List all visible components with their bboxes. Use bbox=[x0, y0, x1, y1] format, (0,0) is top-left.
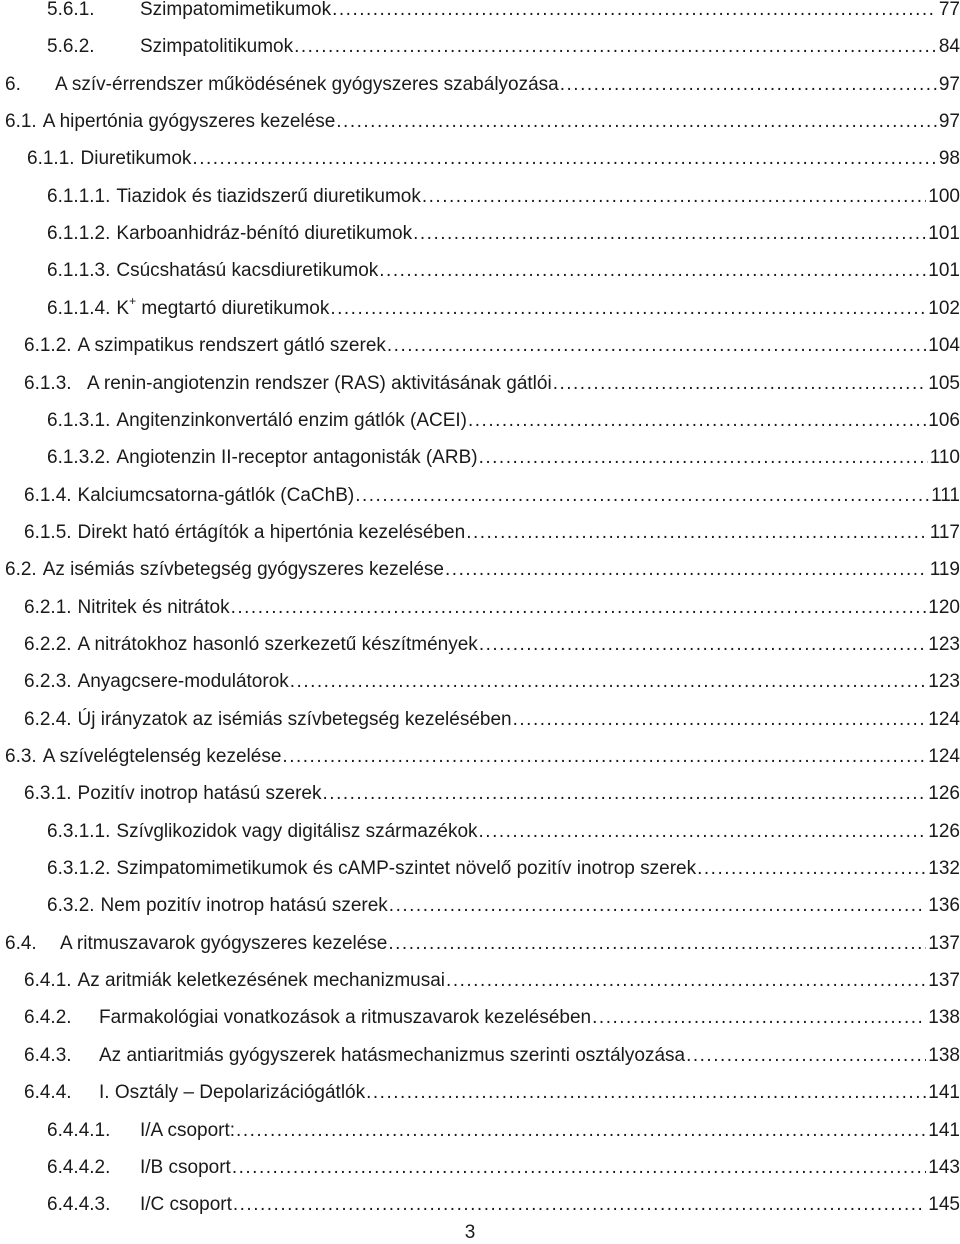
toc-entry-title bbox=[55, 71, 559, 99]
toc-dot-leader bbox=[330, 295, 926, 323]
toc-entry-number: 6.1.2. bbox=[24, 335, 72, 356]
toc-entry-title-text: Szimpatomimetikumok és cAMP-szintet növelő pozitív inotrop szerek bbox=[116, 858, 697, 879]
toc-entry-page: 126 bbox=[928, 783, 960, 804]
toc-entry-title-text: Az aritmiák keletkezésének mechanizmusai bbox=[77, 970, 446, 991]
toc-entry-number: 6.1.1.2. bbox=[47, 223, 111, 244]
toc-entry[interactable] bbox=[24, 332, 960, 360]
toc-entry[interactable] bbox=[47, 444, 960, 472]
toc-entry-number: 6.1.3. bbox=[24, 373, 72, 394]
toc-entry-title bbox=[116, 257, 378, 285]
toc-entry-number: 6.4. bbox=[5, 933, 37, 954]
toc-entry-title-text: Szimpatomimetikumok bbox=[140, 0, 332, 20]
toc-entry-number: 6.2. bbox=[5, 559, 37, 580]
toc-entry-page: 132 bbox=[928, 858, 960, 879]
toc-entry-title-text: Farmakológiai vonatkozások a ritmuszavarok kezelésében bbox=[99, 1007, 592, 1028]
toc-entry-title-text: I/C csoport bbox=[140, 1194, 232, 1215]
toc-entry-title bbox=[140, 33, 293, 61]
toc-dot-leader bbox=[233, 1191, 926, 1219]
toc-entry-number: 6.4.4.3. bbox=[47, 1194, 111, 1215]
toc-entry-number: 6.1.3.1. bbox=[47, 410, 111, 431]
toc-dot-leader bbox=[513, 706, 927, 734]
toc-entry[interactable] bbox=[47, 183, 960, 211]
toc-entry-page: 143 bbox=[928, 1157, 960, 1178]
toc-dot-leader bbox=[323, 780, 927, 808]
toc-dot-leader bbox=[466, 519, 928, 547]
toc-entry-page: 141 bbox=[928, 1082, 960, 1103]
toc-entry-title-text: A szív-érrendszer működésének gyógyszeres szabályozása bbox=[55, 74, 559, 95]
toc-dot-leader bbox=[445, 556, 928, 584]
toc-entry[interactable] bbox=[24, 1079, 960, 1107]
toc-entry-number: 6.4.4.2. bbox=[47, 1157, 111, 1178]
toc-entry-page: 117 bbox=[929, 522, 960, 543]
toc-entry-title-text: I/A csoport: bbox=[140, 1120, 236, 1141]
toc-entry[interactable] bbox=[47, 818, 960, 846]
toc-dot-leader bbox=[479, 818, 927, 846]
toc-entry-page: 102 bbox=[928, 298, 960, 319]
toc-entry-title-text: I/B csoport bbox=[140, 1157, 231, 1178]
toc-entry-page: 137 bbox=[928, 970, 960, 991]
toc-entry-title bbox=[116, 818, 477, 846]
toc-entry-page: 123 bbox=[928, 634, 960, 655]
toc-entry[interactable] bbox=[24, 1042, 960, 1070]
toc-entry-title-text: Angiotenzin II-receptor antagonisták (ARB) bbox=[116, 447, 478, 468]
toc-entry[interactable] bbox=[24, 967, 960, 995]
toc-entry-number: 6.3. bbox=[5, 746, 37, 767]
toc-entry[interactable] bbox=[24, 594, 960, 622]
toc-entry-title bbox=[99, 1042, 685, 1070]
toc-dot-leader bbox=[366, 1079, 926, 1107]
toc-entry-number: 6.2.1. bbox=[24, 597, 72, 618]
toc-entry-page: 124 bbox=[928, 709, 960, 730]
toc-entry-page: 84 bbox=[938, 36, 960, 57]
toc-entry-number: 6.4.4. bbox=[24, 1082, 72, 1103]
toc-entry[interactable] bbox=[47, 0, 960, 24]
toc-entry-number: 6.4.2. bbox=[24, 1007, 72, 1028]
toc-entry-title bbox=[78, 332, 386, 360]
toc-entry-title-text: Angitenzinkonvertáló enzim gátlók (ACEI) bbox=[116, 410, 467, 431]
toc-entry-page: 137 bbox=[928, 933, 960, 954]
toc-dot-leader bbox=[686, 1042, 926, 1070]
toc-entry-title bbox=[99, 1004, 591, 1032]
toc-entry[interactable] bbox=[47, 1117, 960, 1145]
toc-entry-page: 119 bbox=[929, 559, 960, 580]
toc-dot-leader bbox=[192, 145, 936, 173]
toc-entry[interactable] bbox=[24, 519, 960, 547]
toc-entry-page: 136 bbox=[928, 895, 960, 916]
toc-entry[interactable] bbox=[47, 295, 960, 323]
toc-entry[interactable] bbox=[24, 631, 960, 659]
toc-dot-leader bbox=[560, 71, 937, 99]
toc-entry-title-text: A ritmuszavarok gyógyszeres kezelése bbox=[60, 933, 388, 954]
toc-entry-number: 6.1. bbox=[5, 111, 37, 132]
toc-entry-number: 6.1.1.1. bbox=[47, 186, 111, 207]
toc-entry-title-text: Karboanhidráz-bénító diuretikumok bbox=[116, 223, 413, 244]
toc-entry-title bbox=[43, 108, 336, 136]
toc-entry-number: 6.3.1. bbox=[24, 783, 72, 804]
toc-entry-title bbox=[116, 220, 412, 248]
toc-entry-title bbox=[140, 0, 331, 24]
toc-entry[interactable] bbox=[24, 780, 960, 808]
toc-entry-number: 6.3.1.2. bbox=[47, 858, 111, 879]
toc-dot-leader bbox=[387, 332, 926, 360]
toc-entry-title bbox=[78, 780, 322, 808]
toc-entry[interactable] bbox=[27, 145, 960, 173]
toc-entry-page: 101 bbox=[928, 223, 960, 244]
toc-entry-number: 6.2.4. bbox=[24, 709, 72, 730]
toc-dot-leader bbox=[236, 1117, 926, 1145]
toc-entry-title bbox=[140, 1117, 235, 1145]
toc-entry-page: 124 bbox=[928, 746, 960, 767]
toc-entry-number: 6.3.2. bbox=[47, 895, 95, 916]
toc-dot-leader bbox=[468, 407, 926, 435]
toc-entry-number: 6.4.1. bbox=[24, 970, 72, 991]
toc-entry-title bbox=[78, 594, 230, 622]
toc-dot-leader bbox=[231, 594, 927, 622]
toc-entry-number: 6.2.3. bbox=[24, 671, 72, 692]
toc-entry-title-text: Szívglikozidok vagy digitálisz származékok bbox=[116, 821, 478, 842]
toc-entry-number: 6.1.1.4. bbox=[47, 298, 111, 319]
toc-dot-leader bbox=[389, 892, 927, 920]
toc-entry[interactable] bbox=[47, 220, 960, 248]
toc-entry-number: 6.4.3. bbox=[24, 1045, 72, 1066]
toc-entry-title-text: A szimpatikus rendszert gátló szerek bbox=[77, 335, 386, 356]
toc-entry-title bbox=[116, 183, 420, 211]
toc-entry-title-text: Csúcshatású kacsdiuretikumok bbox=[116, 260, 379, 281]
toc-entry-title-text: Szimpatolitikumok bbox=[140, 36, 294, 57]
toc-entry-page: 120 bbox=[928, 597, 960, 618]
toc-entry-title-text: A szívelégtelenség kezelése bbox=[42, 746, 282, 767]
toc-entry-page: 104 bbox=[928, 335, 960, 356]
toc-entry-number: 6. bbox=[5, 74, 21, 95]
toc-entry-page: 111 bbox=[931, 485, 960, 506]
toc-entry-number: 6.4.4.1. bbox=[47, 1120, 111, 1141]
toc-entry[interactable] bbox=[47, 1154, 960, 1182]
toc-entry[interactable] bbox=[47, 257, 960, 285]
toc-entry-title bbox=[116, 407, 467, 435]
toc-entry-number: 6.2.2. bbox=[24, 634, 72, 655]
toc-entry-page: 101 bbox=[928, 260, 960, 281]
toc-entry-title-text: Nem pozitív inotrop hatású szerek bbox=[100, 895, 388, 916]
toc-entry-title bbox=[81, 145, 192, 173]
toc-entry-title bbox=[101, 892, 388, 920]
toc-entry-title bbox=[78, 519, 466, 547]
toc-entry-page: 77 bbox=[938, 0, 960, 20]
page-number: 3 bbox=[464, 1222, 476, 1243]
toc-entry-title-text: Anyagcsere-modulátorok bbox=[77, 671, 289, 692]
toc-entry-page: 106 bbox=[928, 410, 960, 431]
toc-entry-title-text: A hipertónia gyógyszeres kezelése bbox=[42, 111, 336, 132]
toc-entry-title bbox=[78, 482, 355, 510]
toc-entry[interactable] bbox=[5, 71, 960, 99]
toc-entry[interactable] bbox=[47, 1191, 960, 1219]
toc-entry[interactable] bbox=[5, 743, 960, 771]
toc-dot-leader bbox=[479, 444, 928, 472]
toc-entry-title bbox=[87, 370, 552, 398]
toc-entry-title-rest: megtartó diuretikumok bbox=[136, 298, 330, 319]
toc-entry[interactable] bbox=[24, 1004, 960, 1032]
toc-entry-page: 97 bbox=[938, 74, 960, 95]
toc-entry-page: 141 bbox=[928, 1120, 960, 1141]
toc-entry-number: 6.1.4. bbox=[24, 485, 72, 506]
toc-entry-page: 138 bbox=[928, 1007, 960, 1028]
toc-entry-title bbox=[78, 967, 446, 995]
toc-dot-leader bbox=[282, 743, 926, 771]
toc-entry-title-text: Az antiaritmiás gyógyszerek hatásmechanizmus szerinti osztályozása bbox=[99, 1045, 686, 1066]
toc-entry-page: 98 bbox=[938, 148, 960, 169]
toc-entry-title bbox=[116, 295, 329, 323]
toc-entry-title-text: Diuretikumok bbox=[80, 148, 192, 169]
toc-entry-number: 6.1.1. bbox=[27, 148, 75, 169]
toc-entry-number: 6.3.1.1. bbox=[47, 821, 111, 842]
toc-dot-leader bbox=[413, 220, 926, 248]
toc-dot-leader bbox=[294, 33, 937, 61]
toc-entry-number: 6.1.3.2. bbox=[47, 447, 111, 468]
toc-entry-title bbox=[60, 930, 387, 958]
toc-dot-leader bbox=[422, 183, 926, 211]
toc-entry-title-text: Kalciumcsatorna-gátlók (CaChB) bbox=[77, 485, 355, 506]
toc-dot-leader bbox=[355, 482, 929, 510]
toc-dot-leader bbox=[592, 1004, 926, 1032]
toc-entry-title-text: Direkt ható értágítók a hipertónia kezelésében bbox=[77, 522, 466, 543]
toc-dot-leader bbox=[446, 967, 926, 995]
toc-entry[interactable] bbox=[47, 892, 960, 920]
toc-entry-title bbox=[43, 556, 444, 584]
toc-entry-title-text: Nitritek és nitrátok bbox=[77, 597, 230, 618]
toc-entry-page: 126 bbox=[928, 821, 960, 842]
toc-entry-page: 105 bbox=[928, 373, 960, 394]
toc-entry-page: 97 bbox=[938, 111, 960, 132]
toc-entry[interactable] bbox=[5, 556, 960, 584]
toc-entry[interactable] bbox=[24, 706, 960, 734]
toc-entry-page: 123 bbox=[928, 671, 960, 692]
toc-dot-leader bbox=[379, 257, 926, 285]
toc-entry-number: 5.6.1. bbox=[47, 0, 95, 20]
toc-entry-title-text: I. Osztály – Depolarizációgátlók bbox=[99, 1082, 366, 1103]
toc-dot-leader bbox=[388, 930, 926, 958]
toc-entry[interactable] bbox=[5, 930, 960, 958]
toc-entry-title-superscript: + bbox=[129, 293, 137, 308]
toc-dot-leader bbox=[290, 668, 927, 696]
toc-entry-number: 6.1.5. bbox=[24, 522, 72, 543]
toc-entry[interactable] bbox=[47, 407, 960, 435]
toc-entry-title-text: Pozitív inotrop hatású szerek bbox=[77, 783, 322, 804]
toc-entry-title bbox=[99, 1079, 365, 1107]
toc-entry-title-text: Új irányzatok az isémiás szívbetegség kezelésében bbox=[77, 709, 512, 730]
toc-entry-title bbox=[78, 631, 478, 659]
toc-entry-number: 6.1.1.3. bbox=[47, 260, 111, 281]
toc-entry-title bbox=[78, 668, 289, 696]
toc-dot-leader bbox=[332, 0, 937, 24]
toc-dot-leader bbox=[336, 108, 937, 136]
toc-dot-leader bbox=[697, 855, 926, 883]
toc-entry-number: 5.6.2. bbox=[47, 36, 95, 57]
toc-entry[interactable] bbox=[24, 668, 960, 696]
toc-entry-title-text: Az isémiás szívbetegség gyógyszeres kezelése bbox=[42, 559, 445, 580]
toc-entry-title bbox=[78, 706, 512, 734]
toc-entry-title bbox=[140, 1154, 231, 1182]
toc-entry-title bbox=[43, 743, 282, 771]
toc-entry-title bbox=[140, 1191, 232, 1219]
toc-entry-title bbox=[116, 855, 696, 883]
toc-entry[interactable] bbox=[47, 33, 960, 61]
toc-entry-page: 100 bbox=[928, 186, 960, 207]
toc-dot-leader bbox=[553, 370, 927, 398]
toc-entry[interactable] bbox=[5, 108, 960, 136]
toc-entry-page: 145 bbox=[928, 1194, 960, 1215]
toc-entry[interactable] bbox=[47, 855, 960, 883]
toc-entry-title-text: A nitrátokhoz hasonló szerkezetű készítmények bbox=[77, 634, 478, 655]
toc-dot-leader bbox=[232, 1154, 926, 1182]
toc-entry-title-text: K bbox=[116, 298, 130, 319]
toc-entry-title-text: A renin-angiotenzin rendszer (RAS) aktivitásának gátlói bbox=[87, 373, 552, 394]
toc-entry[interactable] bbox=[24, 482, 960, 510]
toc-entry-title-text: Tiazidok és tiazidszerű diuretikumok bbox=[116, 186, 421, 207]
toc-entry-page: 110 bbox=[929, 447, 960, 468]
toc-entry[interactable] bbox=[24, 370, 960, 398]
toc-entry-title bbox=[116, 444, 477, 472]
toc-dot-leader bbox=[479, 631, 926, 659]
toc-entry-page: 138 bbox=[928, 1045, 960, 1066]
